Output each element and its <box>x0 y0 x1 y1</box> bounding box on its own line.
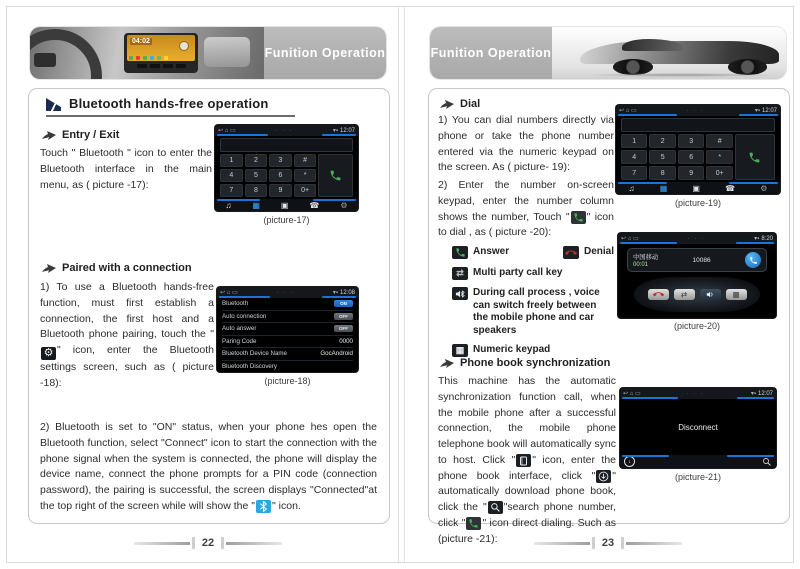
statusbar-clock: 12:07 <box>757 390 773 397</box>
statusbar-clock: 12:07 <box>761 107 777 114</box>
statusbar-mid-icons: · · · <box>687 235 706 242</box>
home-app-icon: ▣ <box>280 200 289 210</box>
green-phone-icon <box>466 517 481 530</box>
picture-17-screenshot <box>215 125 358 211</box>
download-icon <box>596 470 611 483</box>
phonebook-icon <box>516 454 531 467</box>
page-gutter-line <box>404 7 405 562</box>
pb-seg3: " automatically download phone book, click the " <box>438 469 616 513</box>
gear-icon: ⚙ <box>760 183 768 193</box>
entry-exit-paragraph: Touch " Bluetooth " icon to enter the Bluetooth interface in the main menu, as ( picture -17): <box>40 147 212 191</box>
music-icon: ♫ <box>628 183 635 193</box>
dashboard-photo <box>30 27 264 79</box>
connect-paragraph <box>40 420 377 515</box>
right-page-header <box>430 27 786 79</box>
call-duration: 00:01 <box>633 262 649 268</box>
sports-car-photo <box>552 27 786 79</box>
keypad-key: 0+ <box>294 184 317 197</box>
picture-19-screenshot <box>616 105 780 194</box>
bluetooth-settings-list <box>217 298 358 372</box>
statusbar-left-icons: ↩ ⌂ ▭ <box>220 290 238 296</box>
statusbar-right-icons: ▾▪ <box>750 391 756 397</box>
picture-19-caption: (picture-19) <box>674 198 721 208</box>
section-paired-label: Paired with a connection <box>62 262 192 274</box>
keypad-key: 5 <box>649 150 676 164</box>
footer-line <box>134 542 190 545</box>
blue-accent-line <box>618 182 667 184</box>
dial-call-button <box>318 154 353 197</box>
setting-label: Bluetooth Device Name <box>222 350 288 358</box>
picture-20-screenshot <box>618 233 776 318</box>
section-phonebook-label: Phone book synchronization <box>460 357 611 369</box>
dial-paragraph-1: 1) You can dial numbers directly via phone or take the phone number entered via the numeric keypad on the screen. As ( picture- 19): <box>438 114 614 174</box>
setting-row <box>222 298 353 311</box>
title-flag-icon <box>46 98 61 111</box>
device-status-bar <box>618 233 776 244</box>
paired-text-before: 1) To use a Bluetooth hands-free function, must first establish a connection, the first host and a Bluetooth phone pairing, touch the " <box>40 281 214 341</box>
pb-seg2: " icon, enter the phone book interface, click " <box>438 453 616 482</box>
green-phone-icon <box>571 211 586 224</box>
app-icon-dots <box>129 56 168 60</box>
connect-text-after: " icon. <box>272 499 301 512</box>
statusbar-left-icons: ↩ ⌂ ▭ <box>619 108 637 114</box>
blue-accent-line <box>618 114 677 116</box>
keypad-key: # <box>294 154 317 167</box>
legend-multi-label: Multi party call key <box>473 267 563 278</box>
statusbar-clock: 12:08 <box>339 289 355 296</box>
home-app-icon: ▣ <box>692 183 700 193</box>
statusbar-right-icons: ▾▪ <box>754 236 760 242</box>
section-dial-label: Dial <box>460 98 481 110</box>
phonebook-bottom-bar <box>620 455 776 468</box>
keypad-key: 3 <box>678 134 704 148</box>
gear-icon: ⚙ <box>41 347 56 360</box>
picture-20-caption: (picture-20) <box>673 321 720 331</box>
pb-seg5: " icon direct dialing. Such as (picture -21): <box>438 516 616 545</box>
right-page-footer <box>428 537 788 549</box>
paired-text-after: " icon, enter the Bluetooth settings screen, such as ( picture -18): <box>40 344 214 389</box>
green-phone-icon <box>748 151 761 164</box>
dial2-text-before: 2) Enter the number on-screen keypad, enter the number column shows the number, Touch " <box>438 179 614 223</box>
toggle-off: OFF <box>334 325 353 332</box>
section-entry-exit <box>42 129 119 141</box>
keypad-key: # <box>706 134 733 148</box>
statusbar-mid-icons: · · · <box>686 107 705 114</box>
statusbar-clock: 12:07 <box>339 127 355 134</box>
keypad-button: ▦ <box>726 289 747 300</box>
keypad-key: * <box>294 169 317 182</box>
section-paired <box>42 262 192 274</box>
setting-value: 0000 <box>339 337 353 345</box>
keypad-key: 6 <box>269 169 292 182</box>
keypad-key: 3 <box>269 154 292 167</box>
head-unit-knob <box>179 41 189 51</box>
number-entry-field <box>621 118 775 132</box>
phonebook-paragraph <box>438 374 616 547</box>
statusbar-right-icons: ▾▪ <box>332 128 338 134</box>
device-nav-bar <box>215 199 358 211</box>
green-phone-icon <box>329 169 342 182</box>
keypad-key: * <box>706 150 733 164</box>
call-controls-bar <box>634 277 760 312</box>
blue-accent-line <box>727 455 774 457</box>
call-number: 10086 <box>692 256 711 264</box>
right-banner <box>430 27 552 79</box>
left-banner-label: Funition Operation <box>264 46 386 60</box>
setting-row <box>222 311 353 324</box>
statusbar-left-icons: ↩ ⌂ ▭ <box>621 236 639 242</box>
clock-display: 04:02 <box>132 38 150 45</box>
statusbar-right-icons: ▾▪ <box>332 290 338 296</box>
keypad-key: 7 <box>621 166 647 180</box>
car-windshield <box>622 39 683 50</box>
keypad-key: 7 <box>220 184 243 197</box>
dial-call-button <box>735 134 775 180</box>
page-gutter-line <box>398 7 399 562</box>
toggle-off: OFF <box>334 313 353 320</box>
multi-party-button: ⇄ <box>674 289 695 300</box>
statusbar-right-icons: ▾▪ <box>754 108 760 114</box>
page-number: 23 <box>592 537 624 549</box>
dial-keypad <box>621 134 775 180</box>
legend-row <box>452 267 614 280</box>
legend-denial-label: Denial <box>583 246 614 258</box>
setting-label: Auto connection <box>222 312 267 320</box>
setting-row <box>222 336 353 349</box>
keypad-key: 8 <box>245 184 268 197</box>
keypad-key: 9 <box>269 184 292 197</box>
keypad-key: 1 <box>220 154 243 167</box>
search-icon <box>488 501 503 514</box>
footer-line <box>226 542 282 545</box>
setting-label: Auto answer <box>222 325 257 333</box>
device-status-bar <box>215 125 358 136</box>
statusbar-left-icons: ↩ ⌂ ▭ <box>623 391 641 397</box>
blue-accent-line <box>313 199 356 201</box>
number-entry-field <box>220 138 353 152</box>
speaker-button <box>700 289 721 300</box>
blue-accent-line <box>217 134 268 136</box>
phonebook-screen-body <box>620 399 776 455</box>
blue-accent-line <box>729 182 778 184</box>
statusbar-mid-icons: · · · <box>275 127 294 134</box>
hang-up-button <box>648 289 669 300</box>
apps-grid-icon: ▦ <box>252 200 260 210</box>
right-banner-label: Funition Operation <box>430 46 552 60</box>
statusbar-left-icons: ↩ ⌂ ▭ <box>218 128 236 134</box>
setting-row <box>222 348 353 361</box>
keypad-key: 2 <box>245 154 268 167</box>
keypad-key: 0+ <box>706 166 733 180</box>
statusbar-mid-icons: · · · <box>276 289 295 296</box>
head-unit-buttons <box>127 64 195 68</box>
section-arrow-icon <box>440 99 454 110</box>
left-banner <box>264 27 386 79</box>
left-page-footer <box>28 537 388 549</box>
section-arrow-icon <box>42 130 56 141</box>
keypad-key: 4 <box>621 150 647 164</box>
steering-wheel-hub <box>34 53 56 67</box>
connect-text-before: 2) Bluetooth is set to "ON" status, when your phone hes open the Bluetooth function, select "Connect" icon to start the connection with the phone signal when the system is connected, the phone will display the device name, connect the phone prompts for a PIN code (connection password), the pairing is successful, the screen displays "Connected"at the top right of the screen while will show the " <box>40 421 377 512</box>
section-arrow-icon <box>440 358 454 369</box>
search-icon <box>762 457 772 467</box>
page-title-label: Bluetooth hands-free operation <box>69 96 269 111</box>
setting-label: Paring Code <box>222 337 257 345</box>
section-entry-exit-label: Entry / Exit <box>62 129 120 141</box>
carrier-name: 中国移动 <box>633 254 659 261</box>
pb-seg4: "search phone number, click " <box>438 501 617 529</box>
dial-keypad <box>220 154 353 197</box>
music-icon: ♫ <box>225 200 232 210</box>
blue-accent-line <box>739 114 778 116</box>
left-page-header <box>30 27 386 79</box>
bluetooth-icon <box>256 500 271 513</box>
legend-row <box>452 287 614 337</box>
legend-answer-label: Answer <box>473 246 510 258</box>
car-shadow <box>585 73 777 77</box>
dashboard-vent <box>204 37 250 67</box>
statusbar-clock: 8:20 <box>761 235 773 242</box>
blue-accent-line <box>217 199 260 201</box>
speaker-switch-icon <box>452 287 468 300</box>
phone-icon: ☎ <box>309 200 320 210</box>
blue-accent-line <box>219 296 270 298</box>
picture-21-screenshot <box>620 388 776 468</box>
device-status-bar <box>616 105 780 116</box>
download-icon: ↓ <box>624 456 635 467</box>
picture-17-caption: (picture-17) <box>263 215 310 225</box>
keypad-key: 9 <box>678 166 704 180</box>
page-title <box>46 96 295 117</box>
head-unit <box>124 33 198 73</box>
picture-18-screenshot <box>217 287 358 372</box>
legend-answer <box>452 246 509 259</box>
keypad-key: 8 <box>649 166 676 180</box>
legend-row <box>452 246 614 259</box>
setting-row <box>222 361 353 373</box>
blue-accent-line <box>622 455 669 457</box>
head-unit-screen <box>127 35 195 61</box>
call-icons-legend <box>452 246 614 364</box>
footer-line <box>534 542 590 545</box>
setting-row <box>222 323 353 336</box>
legend-keypad-label: Numeric keypad <box>473 344 551 355</box>
active-call-panel <box>627 248 767 272</box>
section-arrow-icon <box>42 263 56 274</box>
phone-icon: ☎ <box>725 183 736 193</box>
denial-phone-icon <box>563 246 579 259</box>
call-info <box>633 252 658 268</box>
legend-voice-label: During call process , voice can switch freely between the mobile phone and car speakers <box>473 287 600 336</box>
blue-accent-line <box>620 242 677 244</box>
page-number: 22 <box>192 537 224 549</box>
legend-row <box>452 344 614 357</box>
statusbar-mid-icons: · · · <box>686 390 705 397</box>
footer-line <box>626 542 682 545</box>
section-dial <box>440 98 480 110</box>
keypad-key: 6 <box>678 150 704 164</box>
picture-18-caption: (picture-18) <box>264 376 311 386</box>
call-status-icon <box>745 252 761 268</box>
setting-label: Bluetooth <box>222 300 249 308</box>
dial-paragraph-2 <box>438 178 614 241</box>
blue-accent-line <box>736 242 774 244</box>
setting-value: GocAndroid <box>320 350 353 358</box>
multi-party-icon: ⇄ <box>452 267 468 280</box>
setting-label: Bluetooth Discovery <box>222 362 278 370</box>
answer-phone-icon <box>452 246 468 259</box>
keypad-key: 5 <box>245 169 268 182</box>
dial2-text-after: " icon to dial , as ( picture -20): <box>438 210 614 239</box>
blue-accent-line <box>322 134 356 136</box>
gear-icon: ⚙ <box>340 200 348 210</box>
numeric-keypad-icon: ▦ <box>452 344 468 357</box>
paired-paragraph <box>40 280 214 392</box>
keypad-key: 1 <box>621 134 647 148</box>
keypad-key: 2 <box>649 134 676 148</box>
device-nav-bar <box>616 182 780 194</box>
picture-21-caption: (picture-21) <box>674 472 721 482</box>
disconnect-status-text: Disconnect <box>678 422 718 432</box>
toggle-on: ON <box>334 300 353 307</box>
legend-denial <box>563 246 614 259</box>
device-status-bar <box>620 388 776 399</box>
keypad-key: 4 <box>220 169 243 182</box>
section-phonebook <box>440 357 610 369</box>
pb-seg1: This machine has the automatic synchronization function call, when the mobile phone after a successful connection, the mobile phone telephone book will automatically sync to host. Click " <box>438 375 617 466</box>
blue-accent-line <box>322 296 356 298</box>
apps-grid-icon: ▦ <box>659 183 668 193</box>
device-status-bar <box>217 287 358 298</box>
